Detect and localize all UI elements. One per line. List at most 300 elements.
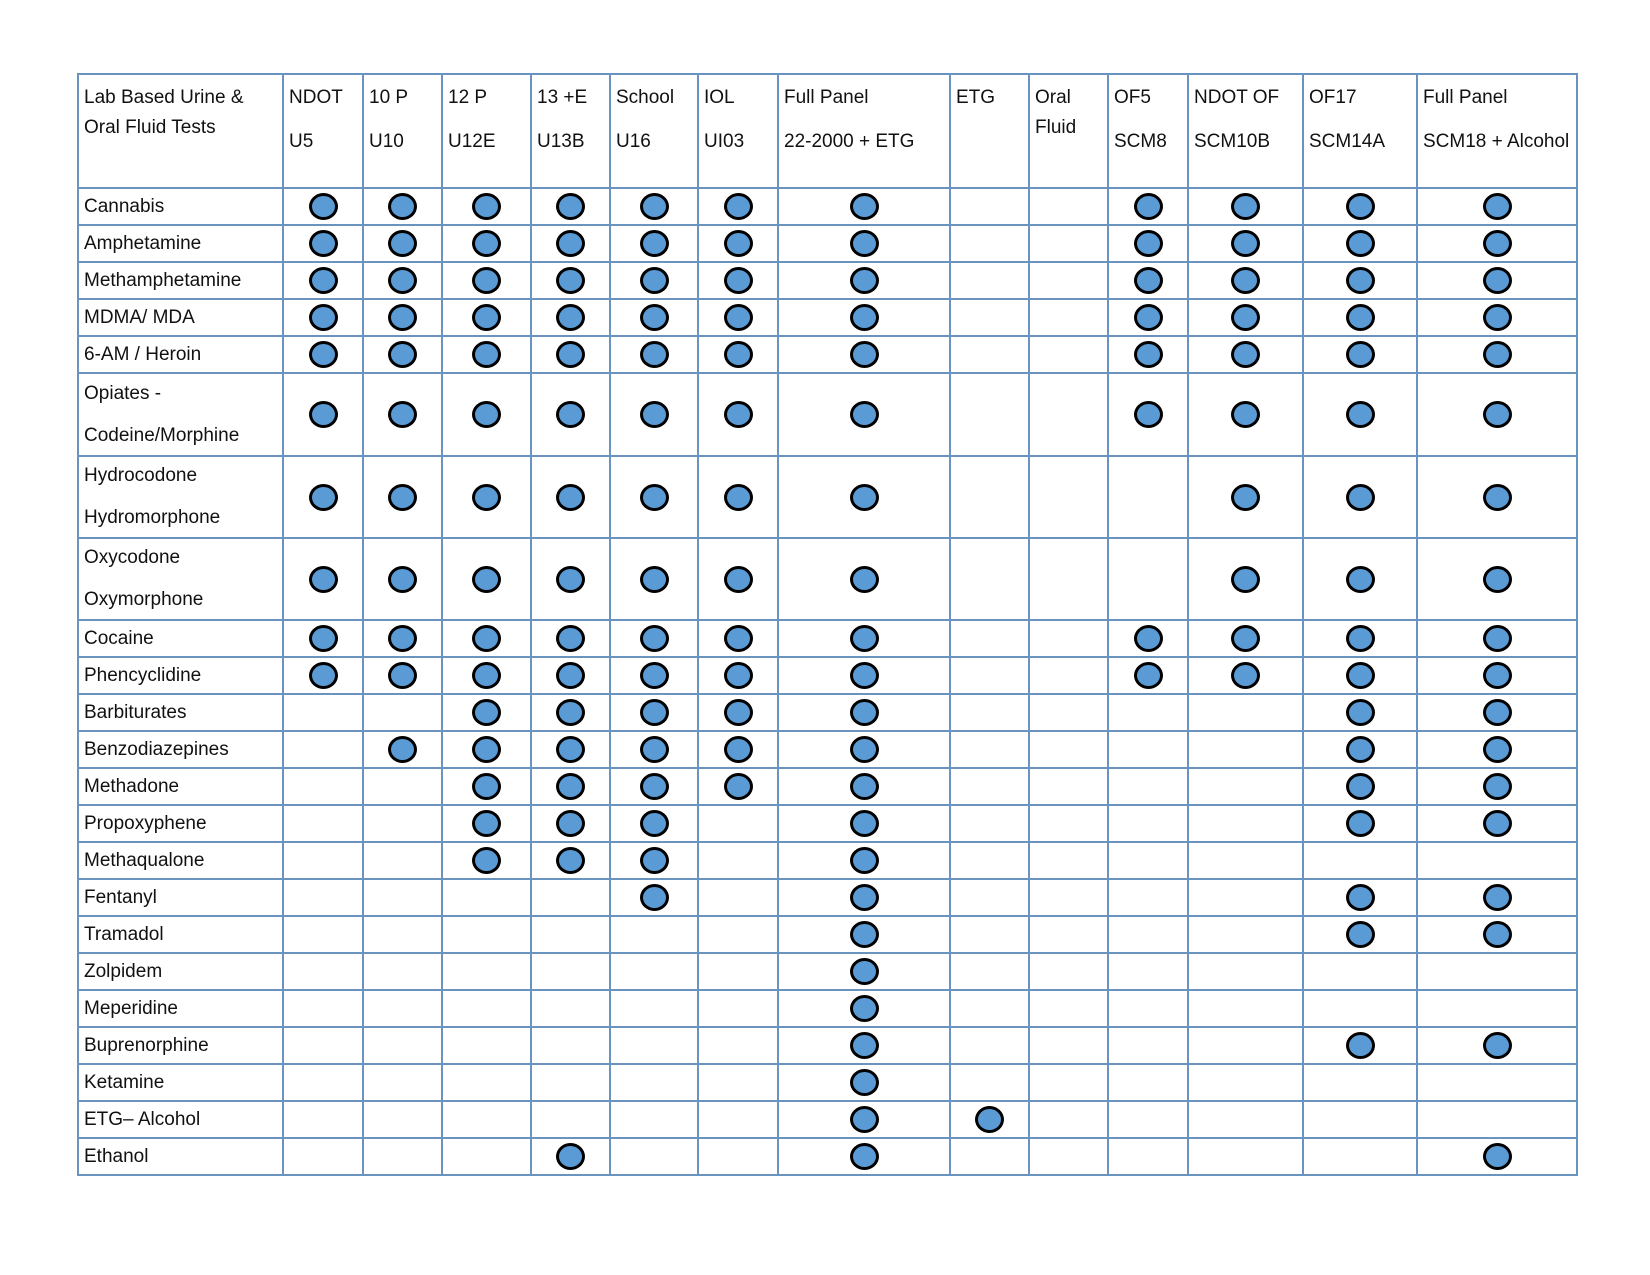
panel-cell <box>1029 657 1108 694</box>
panel-cell <box>1417 879 1577 916</box>
panel-cell <box>363 1064 442 1101</box>
panel-cell <box>1417 188 1577 225</box>
panel-cell <box>610 538 698 620</box>
panel-cell <box>1303 990 1417 1027</box>
included-test-dot-icon <box>556 662 585 689</box>
included-test-dot-icon <box>556 625 585 652</box>
row-label-line: 6-AM / Heroin <box>84 343 202 365</box>
panel-cell <box>283 657 363 694</box>
panel-cell <box>531 373 610 456</box>
included-test-dot-icon <box>309 341 338 368</box>
row-label-line: Cannabis <box>84 195 165 217</box>
included-test-dot-icon <box>309 662 338 689</box>
panel-cell <box>1417 953 1577 990</box>
column-header-line1: 10 P <box>369 87 409 108</box>
included-test-dot-icon <box>1346 736 1375 763</box>
panel-cell <box>283 953 363 990</box>
row-label-line: Benzodiazepines <box>84 738 229 760</box>
included-test-dot-icon <box>1346 267 1375 294</box>
included-test-dot-icon <box>556 699 585 726</box>
row-label-line: Barbiturates <box>84 701 187 723</box>
panel-cell <box>1108 879 1188 916</box>
panel-cell <box>610 731 698 768</box>
included-test-dot-icon <box>640 304 669 331</box>
panel-cell <box>698 916 778 953</box>
panel-cell <box>950 731 1029 768</box>
panel-cell <box>1188 1027 1303 1064</box>
panel-cell <box>1188 768 1303 805</box>
row-label-line: Methamphetamine <box>84 269 242 291</box>
panel-cell <box>442 953 531 990</box>
included-test-dot-icon <box>472 230 501 257</box>
panel-cell <box>950 916 1029 953</box>
included-test-dot-icon <box>472 810 501 837</box>
included-test-dot-icon <box>1483 810 1512 837</box>
panel-cell <box>363 456 442 538</box>
table-row <box>78 879 1577 916</box>
panel-cell <box>1188 842 1303 879</box>
panel-cell <box>778 879 950 916</box>
table-row <box>78 1101 1577 1138</box>
row-label-line: Codeine/Morphine <box>84 424 240 446</box>
panel-cell <box>1303 1101 1417 1138</box>
included-test-dot-icon <box>1346 401 1375 428</box>
row-label-barbiturates <box>78 694 283 731</box>
panel-cell <box>950 1027 1029 1064</box>
row-label-line: Amphetamine <box>84 232 202 254</box>
panel-cell <box>950 990 1029 1027</box>
panel-cell <box>950 538 1029 620</box>
panel-cell <box>1303 916 1417 953</box>
panel-cell <box>778 225 950 262</box>
panel-cell <box>1108 916 1188 953</box>
included-test-dot-icon <box>1483 304 1512 331</box>
panel-cell <box>610 768 698 805</box>
panel-cell <box>1303 768 1417 805</box>
panel-cell <box>363 188 442 225</box>
panel-cell <box>698 262 778 299</box>
included-test-dot-icon <box>724 341 753 368</box>
panel-cell <box>778 1138 950 1175</box>
included-test-dot-icon <box>1231 304 1260 331</box>
panel-cell <box>531 842 610 879</box>
panel-cell <box>950 805 1029 842</box>
table-row <box>78 768 1577 805</box>
panel-cell <box>610 990 698 1027</box>
panel-cell <box>442 879 531 916</box>
included-test-dot-icon <box>388 401 417 428</box>
panel-cell <box>1303 953 1417 990</box>
row-label-line: Cocaine <box>84 627 154 649</box>
panel-cell <box>778 805 950 842</box>
included-test-dot-icon <box>1346 625 1375 652</box>
panel-cell <box>698 299 778 336</box>
panel-cell <box>283 538 363 620</box>
included-test-dot-icon <box>724 304 753 331</box>
included-test-dot-icon <box>556 267 585 294</box>
column-header-iol-ui03 <box>698 74 778 188</box>
panel-cell <box>950 879 1029 916</box>
included-test-dot-icon <box>850 884 879 911</box>
included-test-dot-icon <box>850 1069 879 1096</box>
panel-cell <box>1029 188 1108 225</box>
included-test-dot-icon <box>1231 625 1260 652</box>
included-test-dot-icon <box>388 304 417 331</box>
panel-cell <box>1029 299 1108 336</box>
column-header-line2: U10 <box>369 131 404 152</box>
panel-cell <box>283 990 363 1027</box>
panel-cell <box>1417 299 1577 336</box>
table-row <box>78 1138 1577 1175</box>
panel-cell <box>1188 1101 1303 1138</box>
panel-cell <box>1029 262 1108 299</box>
panel-cell <box>1303 1064 1417 1101</box>
panel-cell <box>1029 953 1108 990</box>
panel-cell <box>531 336 610 373</box>
panel-cell <box>442 990 531 1027</box>
column-header-line2: 22-2000 + ETG <box>784 131 915 152</box>
panel-cell <box>1417 768 1577 805</box>
included-test-dot-icon <box>1231 662 1260 689</box>
included-test-dot-icon <box>724 193 753 220</box>
column-header-line2: U5 <box>289 131 314 152</box>
panel-cell <box>442 262 531 299</box>
row-label-opiates-codeine-morphine <box>78 373 283 456</box>
panel-cell <box>363 538 442 620</box>
included-test-dot-icon <box>640 847 669 874</box>
included-test-dot-icon <box>556 304 585 331</box>
included-test-dot-icon <box>1483 699 1512 726</box>
panel-cell <box>363 694 442 731</box>
panel-cell <box>610 373 698 456</box>
panel-cell <box>531 805 610 842</box>
panel-cell <box>698 1064 778 1101</box>
row-label-ketamine <box>78 1064 283 1101</box>
panel-cell <box>778 842 950 879</box>
panel-cell <box>950 299 1029 336</box>
included-test-dot-icon <box>1231 267 1260 294</box>
panel-cell <box>1303 1138 1417 1175</box>
header-corner-cell <box>78 74 283 188</box>
panel-cell <box>1188 262 1303 299</box>
panel-cell <box>363 262 442 299</box>
panel-cell <box>1108 188 1188 225</box>
panel-cell <box>698 1138 778 1175</box>
column-header-full-panel-22-2000-etg <box>778 74 950 188</box>
panel-cell <box>610 188 698 225</box>
panel-cell <box>610 225 698 262</box>
panel-cell <box>442 188 531 225</box>
panel-cell <box>1417 657 1577 694</box>
panel-cell <box>610 1027 698 1064</box>
included-test-dot-icon <box>640 699 669 726</box>
panel-cell <box>610 842 698 879</box>
panel-cell <box>283 1101 363 1138</box>
panel-cell <box>1303 805 1417 842</box>
panel-cell <box>1303 620 1417 657</box>
header-corner-line: Lab Based Urine & <box>84 87 244 108</box>
included-test-dot-icon <box>556 847 585 874</box>
column-header-line2: SCM10B <box>1194 131 1271 152</box>
column-header-line2: SCM14A <box>1309 131 1386 152</box>
included-test-dot-icon <box>1231 230 1260 257</box>
table-row <box>78 953 1577 990</box>
included-test-dot-icon <box>472 566 501 593</box>
panel-cell <box>531 1027 610 1064</box>
panel-cell <box>531 262 610 299</box>
table-row <box>78 805 1577 842</box>
included-test-dot-icon <box>1483 884 1512 911</box>
panel-cell <box>1417 1138 1577 1175</box>
included-test-dot-icon <box>472 699 501 726</box>
panel-cell <box>778 694 950 731</box>
panel-cell <box>1303 694 1417 731</box>
included-test-dot-icon <box>850 810 879 837</box>
panel-cell <box>363 1101 442 1138</box>
column-header-line1: OF5 <box>1114 87 1151 108</box>
row-label-tramadol <box>78 916 283 953</box>
included-test-dot-icon <box>556 810 585 837</box>
panel-cell <box>698 620 778 657</box>
panel-cell <box>1108 842 1188 879</box>
panel-cell <box>1108 299 1188 336</box>
included-test-dot-icon <box>640 230 669 257</box>
panel-cell <box>610 336 698 373</box>
included-test-dot-icon <box>1483 341 1512 368</box>
panel-cell <box>778 990 950 1027</box>
panel-cell <box>698 538 778 620</box>
panel-cell <box>698 768 778 805</box>
panel-cell <box>1108 768 1188 805</box>
included-test-dot-icon <box>850 401 879 428</box>
panel-cell <box>778 620 950 657</box>
panel-cell <box>698 225 778 262</box>
panel-cell <box>1108 262 1188 299</box>
table-row <box>78 694 1577 731</box>
included-test-dot-icon <box>472 484 501 511</box>
column-header-full-panel-scm18-alcohol <box>1417 74 1577 188</box>
included-test-dot-icon <box>472 267 501 294</box>
included-test-dot-icon <box>556 484 585 511</box>
row-label-methaqualone <box>78 842 283 879</box>
panel-cell <box>283 879 363 916</box>
included-test-dot-icon <box>388 341 417 368</box>
panel-cell <box>363 842 442 879</box>
panel-cell <box>1188 299 1303 336</box>
panel-cell <box>442 1064 531 1101</box>
panel-cell <box>363 990 442 1027</box>
included-test-dot-icon <box>640 810 669 837</box>
panel-cell <box>363 731 442 768</box>
panel-cell <box>950 188 1029 225</box>
column-header-line1: NDOT OF <box>1194 87 1280 108</box>
included-test-dot-icon <box>724 625 753 652</box>
panel-cell <box>1417 1027 1577 1064</box>
table-row <box>78 299 1577 336</box>
panel-cell <box>442 1138 531 1175</box>
column-header-12-p-u12e <box>442 74 531 188</box>
included-test-dot-icon <box>556 401 585 428</box>
row-label-mdma-mda <box>78 299 283 336</box>
panel-cell <box>283 188 363 225</box>
panel-cell <box>950 456 1029 538</box>
column-header-line2: Fluid <box>1035 117 1077 138</box>
panel-cell <box>1417 1064 1577 1101</box>
included-test-dot-icon <box>556 566 585 593</box>
panel-cell <box>778 1027 950 1064</box>
row-label-cannabis <box>78 188 283 225</box>
panel-cell <box>698 805 778 842</box>
included-test-dot-icon <box>1134 304 1163 331</box>
row-label-ethanol <box>78 1138 283 1175</box>
included-test-dot-icon <box>1346 699 1375 726</box>
panel-cell <box>778 916 950 953</box>
included-test-dot-icon <box>309 625 338 652</box>
panel-cell <box>1417 1101 1577 1138</box>
panel-cell <box>1303 262 1417 299</box>
panel-cell <box>610 953 698 990</box>
column-header-ndot-of-scm10b <box>1188 74 1303 188</box>
panel-cell <box>283 916 363 953</box>
included-test-dot-icon <box>640 193 669 220</box>
included-test-dot-icon <box>309 401 338 428</box>
panel-cell <box>531 916 610 953</box>
panel-cell <box>1417 262 1577 299</box>
panel-cell <box>1108 731 1188 768</box>
included-test-dot-icon <box>850 958 879 985</box>
included-test-dot-icon <box>850 230 879 257</box>
included-test-dot-icon <box>850 267 879 294</box>
panel-cell <box>610 916 698 953</box>
included-test-dot-icon <box>1134 341 1163 368</box>
row-label-oxycodone-oxymorphone <box>78 538 283 620</box>
column-header-line2: SCM8 <box>1114 131 1167 152</box>
panel-cell <box>1029 336 1108 373</box>
panel-cell <box>698 694 778 731</box>
panel-cell <box>1108 538 1188 620</box>
included-test-dot-icon <box>388 736 417 763</box>
panel-cell <box>698 1101 778 1138</box>
included-test-dot-icon <box>1134 625 1163 652</box>
panel-cell <box>1303 225 1417 262</box>
included-test-dot-icon <box>388 625 417 652</box>
included-test-dot-icon <box>472 193 501 220</box>
panel-cell <box>778 1101 950 1138</box>
panel-cell <box>950 657 1029 694</box>
included-test-dot-icon <box>472 662 501 689</box>
included-test-dot-icon <box>1483 736 1512 763</box>
table-row <box>78 1064 1577 1101</box>
panel-cell <box>531 731 610 768</box>
panel-cell <box>1188 805 1303 842</box>
panel-cell <box>531 225 610 262</box>
panel-cell <box>950 620 1029 657</box>
panel-cell <box>1108 1101 1188 1138</box>
included-test-dot-icon <box>1483 1032 1512 1059</box>
panel-cell <box>363 336 442 373</box>
panel-cell <box>283 456 363 538</box>
row-label-hydrocodone-hydromorphone <box>78 456 283 538</box>
panel-cell <box>698 373 778 456</box>
panel-cell <box>1188 657 1303 694</box>
panel-cell <box>610 299 698 336</box>
header-row <box>78 74 1577 188</box>
panel-cell <box>442 916 531 953</box>
panel-cell <box>950 768 1029 805</box>
panel-cell <box>1108 953 1188 990</box>
table-row <box>78 731 1577 768</box>
panel-cell <box>442 620 531 657</box>
row-label-line: Hydrocodone <box>84 465 198 486</box>
row-label-line: Ketamine <box>84 1071 165 1093</box>
panel-cell <box>283 620 363 657</box>
panel-cell <box>1188 953 1303 990</box>
included-test-dot-icon <box>640 625 669 652</box>
included-test-dot-icon <box>850 1106 879 1133</box>
panel-cell <box>1108 1027 1188 1064</box>
row-label-line: Methadone <box>84 775 180 797</box>
panel-cell <box>531 657 610 694</box>
column-header-line1: OF17 <box>1309 87 1357 108</box>
panel-cell <box>531 768 610 805</box>
column-header-line1: Full Panel <box>1423 87 1508 108</box>
included-test-dot-icon <box>1346 193 1375 220</box>
row-label-cocaine <box>78 620 283 657</box>
included-test-dot-icon <box>1346 921 1375 948</box>
panel-cell <box>1029 1101 1108 1138</box>
column-header-line1: 12 P <box>448 87 488 108</box>
column-header-line1: School <box>616 87 675 108</box>
panel-cell <box>1188 1138 1303 1175</box>
column-header-oral-fluid <box>1029 74 1108 188</box>
included-test-dot-icon <box>1483 566 1512 593</box>
panel-cell <box>698 731 778 768</box>
panel-cell <box>363 299 442 336</box>
included-test-dot-icon <box>640 662 669 689</box>
included-test-dot-icon <box>724 699 753 726</box>
panel-cell <box>778 188 950 225</box>
included-test-dot-icon <box>388 484 417 511</box>
column-header-line2: UI03 <box>704 131 745 152</box>
panel-cell <box>1029 768 1108 805</box>
panel-cell <box>1108 990 1188 1027</box>
panel-cell <box>698 842 778 879</box>
included-test-dot-icon <box>1231 401 1260 428</box>
panel-cell <box>610 879 698 916</box>
included-test-dot-icon <box>640 484 669 511</box>
included-test-dot-icon <box>850 736 879 763</box>
panel-cell <box>1188 990 1303 1027</box>
panel-cell <box>950 373 1029 456</box>
table-row <box>78 373 1577 456</box>
row-label-phencyclidine <box>78 657 283 694</box>
included-test-dot-icon <box>850 484 879 511</box>
panel-cell <box>610 1064 698 1101</box>
panel-cell <box>283 1027 363 1064</box>
included-test-dot-icon <box>309 484 338 511</box>
panel-cell <box>442 768 531 805</box>
panel-cell <box>363 953 442 990</box>
panel-cell <box>442 373 531 456</box>
panel-cell <box>1108 657 1188 694</box>
row-label-line: Oxycodone <box>84 547 181 568</box>
row-label-line: MDMA/ MDA <box>84 306 195 328</box>
panel-cell <box>950 694 1029 731</box>
panel-cell <box>698 953 778 990</box>
panel-cell <box>531 1064 610 1101</box>
panel-cell <box>1417 456 1577 538</box>
column-header-school-u16 <box>610 74 698 188</box>
